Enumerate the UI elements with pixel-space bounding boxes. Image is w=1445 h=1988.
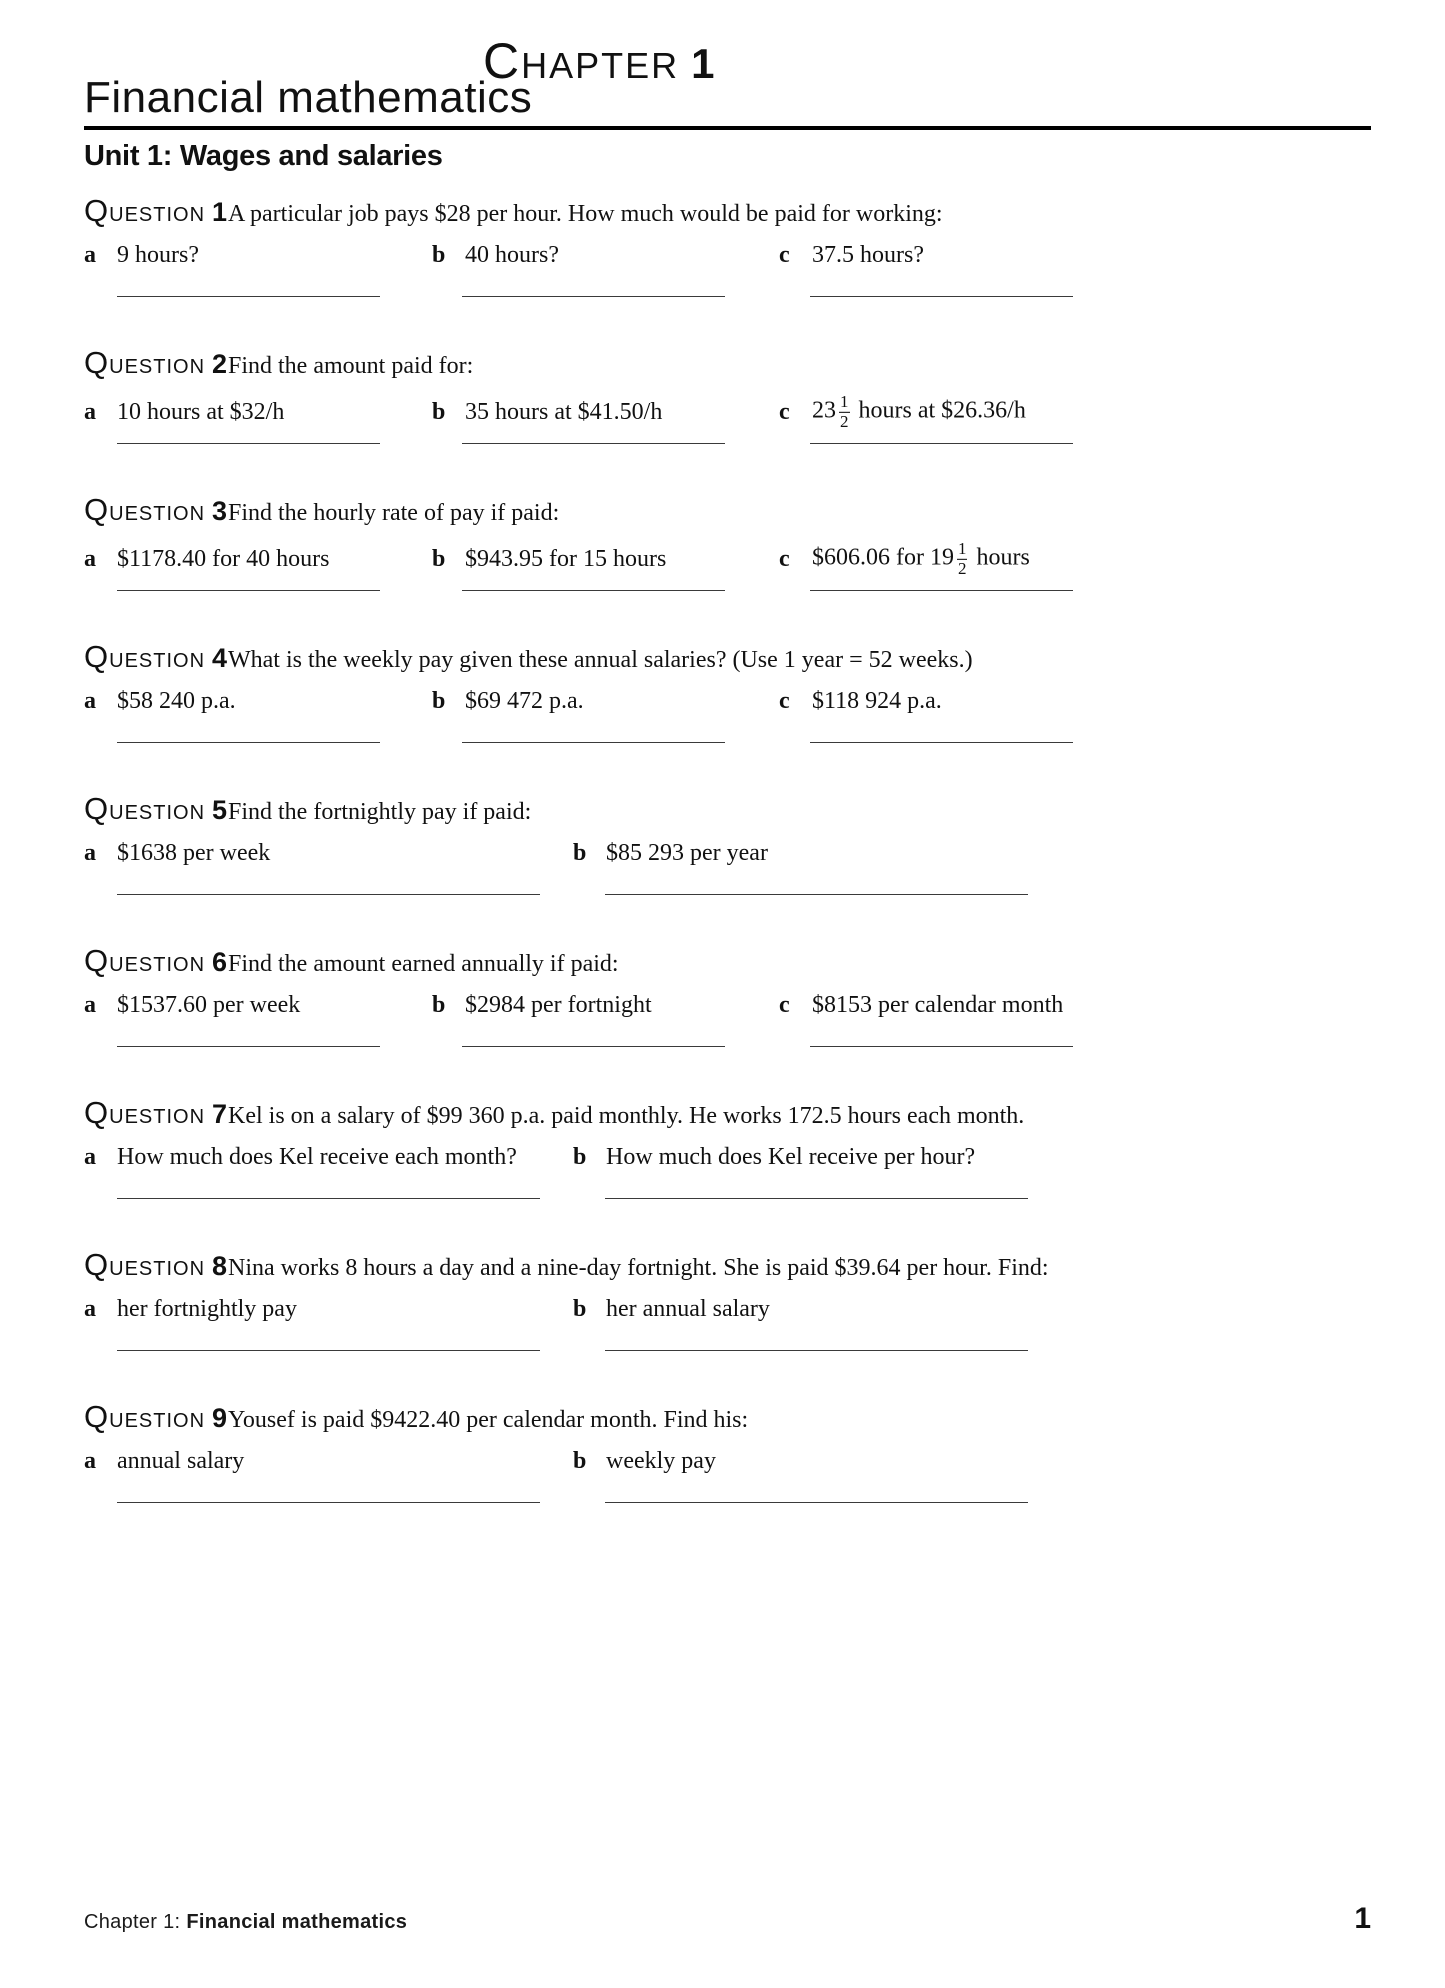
part-text: 9 hours?	[117, 242, 199, 268]
question-word-initial: Q	[84, 492, 110, 527]
chapter-word-rest: HAPTER	[521, 45, 680, 86]
part-letter: a	[84, 1296, 96, 1322]
answer-line	[605, 1198, 1028, 1199]
question-row	[84, 1096, 1371, 1130]
part-letter: a	[84, 688, 96, 714]
parts-row	[84, 386, 1371, 438]
question-part	[432, 988, 652, 1022]
question-word-rest: UESTION	[109, 1410, 206, 1432]
question-prompt: Find the amount earned annually if paid:	[228, 951, 619, 977]
question-number: 2	[212, 349, 228, 379]
fraction	[957, 540, 968, 578]
question-part	[84, 1140, 517, 1174]
question-number: 4	[212, 643, 228, 673]
answer-line	[810, 443, 1073, 444]
part-text: weekly pay	[606, 1448, 716, 1474]
question-word-initial: Q	[84, 345, 110, 380]
answer-line	[462, 742, 725, 743]
question-prompt: Find the hourly rate of pay if paid:	[228, 500, 560, 526]
part-text: her fortnightly pay	[117, 1296, 297, 1322]
answer-line	[810, 590, 1073, 591]
question-word-rest: UESTION	[109, 802, 206, 824]
question-label	[84, 1096, 228, 1136]
question-part	[432, 238, 559, 272]
part-letter: b	[432, 242, 446, 268]
part-letter: a	[84, 1144, 96, 1170]
question-row	[84, 640, 1371, 674]
question-part	[779, 238, 924, 272]
answer-line	[605, 1502, 1028, 1503]
fraction-numerator: 1	[840, 391, 849, 411]
question-label	[84, 792, 228, 832]
part-text: $69 472 p.a.	[465, 688, 584, 714]
page-footer	[84, 1902, 1371, 1936]
part-text: 23 $\frac{1}{2}$ hours at $26.36/h	[812, 391, 1026, 431]
part-letter: a	[84, 1448, 96, 1474]
question-part	[84, 1444, 244, 1478]
question-row	[84, 493, 1371, 527]
question-part	[84, 1292, 297, 1326]
part-letter: a	[84, 546, 96, 572]
answer-row	[84, 1350, 1371, 1352]
question-prompt: Kel is on a salary of $99 360 p.a. paid monthly. He works 172.5 hours each month.	[228, 1103, 1025, 1129]
part-text: $8153 per calendar month	[812, 992, 1064, 1018]
chapter-number: 1	[691, 40, 715, 87]
question-word-initial: Q	[84, 943, 110, 978]
question-part	[432, 542, 666, 576]
unit-title: Unit 1: Wages and salaries	[84, 140, 443, 172]
answer-row	[84, 742, 1371, 744]
question-block	[84, 792, 1371, 896]
question-number: 3	[212, 496, 228, 526]
part-letter: c	[779, 242, 790, 268]
part-letter: b	[432, 399, 446, 425]
part-letter: a	[84, 840, 96, 866]
question-label	[84, 1400, 228, 1440]
part-text: $943.95 for 15 hours	[465, 546, 667, 572]
part-text: $85 293 per year	[606, 840, 768, 866]
answer-line	[117, 1350, 540, 1351]
question-word-initial: Q	[84, 791, 110, 826]
answer-line	[810, 742, 1073, 743]
answer-line	[605, 1350, 1028, 1351]
answer-line	[462, 296, 725, 297]
parts-row	[84, 988, 1371, 1022]
answer-row	[84, 894, 1371, 896]
question-block	[84, 944, 1371, 1048]
question-block	[84, 346, 1371, 445]
answer-line	[117, 1046, 380, 1047]
question-number: 9	[212, 1403, 228, 1433]
question-part	[779, 393, 1026, 431]
question-word-rest: UESTION	[109, 356, 206, 378]
page-header	[84, 0, 1371, 170]
question-label	[84, 944, 228, 984]
question-number: 7	[212, 1099, 228, 1129]
question-part	[84, 542, 329, 576]
question-label	[84, 346, 228, 386]
question-prompt: Yousef is paid $9422.40 per calendar month. Find his:	[228, 1407, 749, 1433]
parts-row	[84, 1292, 1371, 1326]
part-text: 10 hours at $32/h	[117, 399, 285, 425]
part-letter: c	[779, 546, 790, 572]
part-text: $2984 per fortnight	[465, 992, 652, 1018]
question-part	[779, 684, 942, 718]
answer-line	[117, 742, 380, 743]
part-letter: a	[84, 242, 96, 268]
part-letter: b	[573, 1448, 587, 1474]
part-letter: b	[432, 992, 446, 1018]
answer-line	[117, 443, 380, 444]
question-part	[573, 1140, 975, 1174]
part-text: $606.06 for 19 $\frac{1}{2}$ hours	[812, 538, 1030, 578]
answer-line	[462, 1046, 725, 1047]
question-word-initial: Q	[84, 193, 110, 228]
question-part	[84, 836, 270, 870]
footer-chapter-prefix: Chapter 1:	[84, 1911, 181, 1933]
parts-row	[84, 238, 1371, 272]
question-part	[84, 395, 284, 429]
question-part	[84, 684, 236, 718]
part-text: How much does Kel receive per hour?	[606, 1144, 976, 1170]
answer-line	[117, 894, 540, 895]
answer-row	[84, 590, 1371, 592]
question-part	[84, 238, 199, 272]
part-text: $118 924 p.a.	[812, 688, 942, 714]
footer-chapter-title: Financial mathematics	[186, 1911, 408, 1933]
question-number: 8	[212, 1251, 228, 1281]
question-part	[779, 540, 1030, 578]
part-letter: b	[432, 688, 446, 714]
question-block	[84, 194, 1371, 298]
fraction-denominator: 2	[957, 558, 967, 578]
question-row	[84, 194, 1371, 228]
question-block	[84, 640, 1371, 744]
question-part	[432, 395, 662, 429]
question-label	[84, 1248, 228, 1288]
fraction-denominator: 2	[840, 411, 849, 431]
page-number: 1	[1354, 1902, 1371, 1935]
answer-line	[462, 443, 725, 444]
answer-row	[84, 443, 1371, 445]
question-word-rest: UESTION	[109, 1106, 206, 1128]
question-prompt: What is the weekly pay given these annual salaries? (Use 1 year = 52 weeks.)	[228, 647, 973, 673]
question-block	[84, 493, 1371, 592]
question-prompt: Find the amount paid for:	[228, 353, 474, 379]
question-row	[84, 346, 1371, 380]
question-number: 6	[212, 947, 228, 977]
part-text: 37.5 hours?	[812, 242, 924, 268]
question-row	[84, 792, 1371, 826]
part-text: $58 240 p.a.	[117, 688, 236, 714]
question-part	[84, 988, 300, 1022]
fraction-numerator: 1	[957, 538, 967, 558]
answer-line	[117, 1198, 540, 1199]
question-row	[84, 1248, 1371, 1282]
answer-line	[810, 1046, 1073, 1047]
part-text: $1537.60 per week	[117, 992, 301, 1018]
question-block	[84, 1400, 1371, 1504]
answer-row	[84, 296, 1371, 298]
chapter-word-initial: C	[483, 33, 522, 89]
answer-row	[84, 1502, 1371, 1504]
question-number: 1	[212, 197, 228, 227]
question-block	[84, 1096, 1371, 1200]
question-word-initial: Q	[84, 1095, 110, 1130]
question-label	[84, 194, 228, 234]
part-text: $1178.40 for 40 hours	[117, 546, 330, 572]
answer-line	[810, 296, 1073, 297]
question-row	[84, 1400, 1371, 1434]
parts-row	[84, 533, 1371, 585]
part-letter: c	[779, 992, 790, 1018]
part-text: 40 hours?	[465, 242, 559, 268]
answer-row	[84, 1198, 1371, 1200]
question-word-initial: Q	[84, 1399, 110, 1434]
question-prompt: Nina works 8 hours a day and a nine-day fortnight. She is paid $39.64 per hour. Find:	[228, 1255, 1049, 1281]
page-title: Financial mathematics	[84, 73, 533, 122]
footer-chapter-ref	[84, 1911, 407, 1934]
answer-line	[462, 590, 725, 591]
parts-row	[84, 684, 1371, 718]
part-letter: b	[432, 546, 446, 572]
part-text: her annual salary	[606, 1296, 770, 1322]
part-text: $1638 per week	[117, 840, 271, 866]
question-word-rest: UESTION	[109, 503, 206, 525]
answer-line	[117, 1502, 540, 1503]
question-number: 5	[212, 795, 228, 825]
question-word-initial: Q	[84, 639, 110, 674]
question-part	[573, 1292, 770, 1326]
part-letter: a	[84, 399, 96, 425]
question-block	[84, 1248, 1371, 1352]
answer-line	[605, 894, 1028, 895]
question-word-rest: UESTION	[109, 954, 206, 976]
question-word-rest: UESTION	[109, 650, 206, 672]
question-label	[84, 640, 228, 680]
part-letter: b	[573, 1144, 587, 1170]
question-part	[432, 684, 584, 718]
part-letter: b	[573, 840, 587, 866]
parts-row	[84, 1444, 1371, 1478]
part-text: 35 hours at $41.50/h	[465, 399, 663, 425]
part-letter: c	[779, 688, 790, 714]
question-row	[84, 944, 1371, 978]
questions	[84, 194, 1371, 1504]
question-part	[573, 836, 768, 870]
fraction	[839, 393, 850, 431]
question-prompt: A particular job pays $28 per hour. How much would be paid for working:	[228, 201, 943, 227]
question-word-rest: UESTION	[109, 204, 206, 226]
answer-row	[84, 1046, 1371, 1048]
part-text: How much does Kel receive each month?	[117, 1144, 517, 1170]
question-part	[779, 988, 1063, 1022]
title-rule	[84, 126, 1371, 130]
part-letter: c	[779, 399, 790, 425]
parts-row	[84, 1140, 1371, 1174]
answer-line	[117, 296, 380, 297]
question-prompt: Find the fortnightly pay if paid:	[228, 799, 532, 825]
parts-row	[84, 836, 1371, 870]
answer-line	[117, 590, 380, 591]
question-part	[573, 1444, 716, 1478]
question-word-rest: UESTION	[109, 1258, 206, 1280]
question-word-initial: Q	[84, 1247, 110, 1282]
part-letter: a	[84, 992, 96, 1018]
part-text: annual salary	[117, 1448, 245, 1474]
question-label	[84, 493, 228, 533]
part-letter: b	[573, 1296, 587, 1322]
